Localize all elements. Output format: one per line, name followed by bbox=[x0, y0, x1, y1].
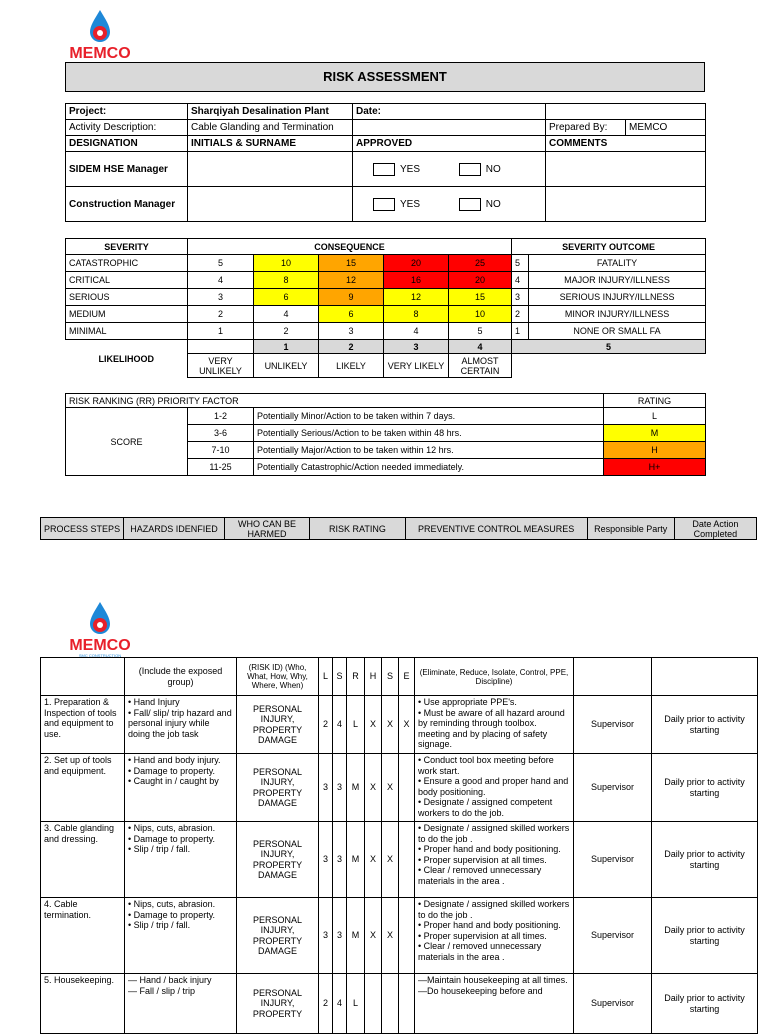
rating-cell: L bbox=[604, 408, 706, 425]
prepared-value: MEMCO bbox=[626, 120, 706, 136]
initials-construction bbox=[188, 187, 353, 222]
rating-e bbox=[399, 974, 415, 1034]
score-label: SCORE bbox=[66, 408, 188, 476]
activity-blank bbox=[353, 120, 546, 136]
control-measures: • Designate / assigned skilled workers to do the job . • Proper hand and body positioning. • Proper supervision at all times. • Clear / removed unnecessary materials in the area . bbox=[415, 898, 574, 974]
outcome-num: 5 bbox=[512, 255, 529, 272]
rating-s2 bbox=[382, 974, 399, 1034]
rating-s: 3 bbox=[333, 754, 347, 822]
hazards-text: — Hand / back injury — Fall / slip / trip bbox=[125, 974, 237, 1034]
process-header-cell: Date Action Completed bbox=[674, 518, 756, 540]
outcome-num: 3 bbox=[512, 289, 529, 306]
process-step: 4. Cable termination. bbox=[41, 898, 125, 974]
consequence-cell: 15 bbox=[449, 289, 512, 306]
designation-sidem: SIDEM HSE Manager bbox=[66, 152, 188, 187]
rating-h: X bbox=[365, 696, 382, 754]
ranking-text: Potentially Minor/Action to be taken within 7 days. bbox=[254, 408, 604, 425]
date-label: Date: bbox=[353, 104, 546, 120]
likelihood-text: VERY LIKELY bbox=[384, 354, 449, 378]
project-value: Sharqiyah Desalination Plant bbox=[188, 104, 353, 120]
severity-name: CRITICAL bbox=[66, 272, 188, 289]
process-header-cell: PREVENTIVE CONTROL MEASURES bbox=[405, 518, 587, 540]
likelihood-text: VERY UNLIKELY bbox=[188, 354, 254, 378]
ranking-row bbox=[66, 408, 706, 425]
s-subheader: S bbox=[333, 658, 347, 696]
rating-r: L bbox=[347, 974, 365, 1034]
rating-l: 3 bbox=[319, 822, 333, 898]
process-header-cell: RISK RATING bbox=[310, 518, 406, 540]
rating-e bbox=[399, 898, 415, 974]
consequence-cell: 6 bbox=[319, 306, 384, 323]
yes-label: YES bbox=[400, 198, 421, 210]
process-header-cell: Responsible Party bbox=[587, 518, 674, 540]
consequence-header: CONSEQUENCE bbox=[188, 239, 512, 255]
outcome-text: MAJOR INJURY/ILLNESS bbox=[529, 272, 706, 289]
rating-h bbox=[365, 974, 382, 1034]
who-harmed: PERSONAL INJURY, PROPERTY DAMAGE bbox=[237, 696, 319, 754]
rating-l: 3 bbox=[319, 898, 333, 974]
r-subheader: R bbox=[347, 658, 365, 696]
rating-h: X bbox=[365, 898, 382, 974]
consequence-cell: 3 bbox=[319, 323, 384, 340]
page-title: RISK ASSESSMENT bbox=[65, 62, 705, 92]
comments-construction bbox=[546, 187, 706, 222]
consequence-cell: 8 bbox=[254, 272, 319, 289]
consequence-cell: 2 bbox=[254, 323, 319, 340]
rating-s2: X bbox=[382, 822, 399, 898]
who-harmed: PERSONAL INJURY, PROPERTY DAMAGE bbox=[237, 898, 319, 974]
responsible-party: Supervisor bbox=[574, 696, 652, 754]
rating-h: X bbox=[365, 822, 382, 898]
rating-e bbox=[399, 822, 415, 898]
comments-header: COMMENTS bbox=[546, 136, 706, 152]
score-range: 1-2 bbox=[188, 408, 254, 425]
rating-l: 2 bbox=[319, 696, 333, 754]
likelihood-label: LIKELIHOOD bbox=[66, 340, 188, 378]
consequence-cell: 12 bbox=[319, 272, 384, 289]
initials-header: INITIALS & SURNAME bbox=[188, 136, 353, 152]
designation-construction: Construction Manager bbox=[66, 187, 188, 222]
hazard-row bbox=[41, 696, 758, 754]
severity-header: SEVERITY bbox=[66, 239, 188, 255]
rating-r: M bbox=[347, 754, 365, 822]
hazard-row bbox=[41, 898, 758, 974]
s2-subheader: S bbox=[382, 658, 399, 696]
score-range: 3-6 bbox=[188, 425, 254, 442]
severity-name: CATASTROPHIC bbox=[66, 255, 188, 272]
ranking-text: Potentially Catastrophic/Action needed immediately. bbox=[254, 459, 604, 476]
risk-matrix-table bbox=[65, 238, 706, 378]
consequence-cell: 5 bbox=[449, 323, 512, 340]
rating-cell: M bbox=[604, 425, 706, 442]
risk-ranking-table bbox=[65, 393, 706, 476]
outcome-num: 4 bbox=[512, 272, 529, 289]
severity-outcome-header: SEVERITY OUTCOME bbox=[512, 239, 706, 255]
prepared-label: Prepared By: bbox=[546, 120, 626, 136]
consequence-cell: 4 bbox=[254, 306, 319, 323]
no-label: NO bbox=[485, 198, 501, 210]
consequence-cell: 16 bbox=[384, 272, 449, 289]
rating-s: 3 bbox=[333, 822, 347, 898]
outcome-num: 1 bbox=[512, 323, 529, 340]
control-measures: • Use appropriate PPE's. • Must be aware of all hazard around by reminding through toolbox. meeting and by placing of safety signage. bbox=[415, 696, 574, 754]
score-range: 11-25 bbox=[188, 459, 254, 476]
outcome-text: FATALITY bbox=[529, 255, 706, 272]
process-step: 2. Set up of tools and equipment. bbox=[41, 754, 125, 822]
severity-name: MINIMAL bbox=[66, 323, 188, 340]
responsible-party: Supervisor bbox=[574, 898, 652, 974]
likelihood-num: 2 bbox=[319, 340, 384, 354]
consequence-cell: 20 bbox=[384, 255, 449, 272]
rating-s: 4 bbox=[333, 974, 347, 1034]
process-header-table bbox=[40, 517, 757, 540]
hazards-subheader: (Include the exposed group) bbox=[125, 658, 237, 696]
no-checkbox[interactable] bbox=[459, 198, 481, 211]
rating-s2: X bbox=[382, 754, 399, 822]
consequence-cell: 12 bbox=[384, 289, 449, 306]
hazards-text: • Nips, cuts, abrasion. • Damage to property. • Slip / trip / fall. bbox=[125, 898, 237, 974]
rating-s2: X bbox=[382, 898, 399, 974]
date-completed: Daily prior to activity starting bbox=[652, 898, 758, 974]
consequence-cell: 4 bbox=[384, 323, 449, 340]
rating-cell: H+ bbox=[604, 459, 706, 476]
activity-value: Cable Glanding and Termination bbox=[188, 120, 353, 136]
who-subheader: (RISK ID) (Who, What, How, Why, Where, When) bbox=[237, 658, 319, 696]
consequence-cell: 9 bbox=[319, 289, 384, 306]
yes-checkbox[interactable] bbox=[373, 163, 395, 176]
initials-sidem bbox=[188, 152, 353, 187]
process-step: 5. Housekeeping. bbox=[41, 974, 125, 1034]
approval-sidem bbox=[353, 152, 546, 187]
likelihood-text: UNLIKELY bbox=[254, 354, 319, 378]
consequence-cell: 10 bbox=[254, 255, 319, 272]
who-harmed: PERSONAL INJURY, PROPERTY bbox=[237, 974, 319, 1034]
rating-h: X bbox=[365, 754, 382, 822]
project-info-table bbox=[65, 103, 706, 222]
severity-name: SERIOUS bbox=[66, 289, 188, 306]
rating-l: 3 bbox=[319, 754, 333, 822]
approval-construction bbox=[353, 187, 546, 222]
matrix-row bbox=[66, 323, 706, 340]
responsible-party: Supervisor bbox=[574, 974, 652, 1034]
ranking-header: RISK RANKING (RR) PRIORITY FACTOR bbox=[66, 394, 604, 408]
severity-name: MEDIUM bbox=[66, 306, 188, 323]
date-completed: Daily prior to activity starting bbox=[652, 822, 758, 898]
project-label: Project: bbox=[66, 104, 188, 120]
rating-e: X bbox=[399, 696, 415, 754]
rating-cell: H bbox=[604, 442, 706, 459]
control-measures: • Designate / assigned skilled workers to do the job . • Proper hand and body positioning. • Proper supervision at all times. • Clear / removed unnecessary materials in the area . bbox=[415, 822, 574, 898]
controls-subheader: (Eliminate, Reduce, Isolate, Control, PPE, Discipline) bbox=[415, 658, 574, 696]
memco-logo bbox=[60, 598, 140, 665]
outcome-num: 2 bbox=[512, 306, 529, 323]
responsible-party: Supervisor bbox=[574, 754, 652, 822]
consequence-cell: 8 bbox=[384, 306, 449, 323]
rating-s2: X bbox=[382, 696, 399, 754]
rating-s: 4 bbox=[333, 696, 347, 754]
consequence-cell: 20 bbox=[449, 272, 512, 289]
hazard-table bbox=[40, 657, 758, 1034]
consequence-cell: 10 bbox=[449, 306, 512, 323]
likelihood-num: 5 bbox=[512, 340, 706, 354]
rating-s: 3 bbox=[333, 898, 347, 974]
no-label: NO bbox=[485, 163, 501, 175]
designation-header: DESIGNATION bbox=[66, 136, 188, 152]
likelihood-text: LIKELY bbox=[319, 354, 384, 378]
who-harmed: PERSONAL INJURY, PROPERTY DAMAGE bbox=[237, 754, 319, 822]
process-step: 3. Cable glanding and dressing. bbox=[41, 822, 125, 898]
matrix-row bbox=[66, 289, 706, 306]
logo-text: MEMCO bbox=[69, 45, 131, 62]
likelihood-num: 4 bbox=[449, 340, 512, 354]
activity-label: Activity Description: bbox=[66, 120, 188, 136]
hazards-text: • Hand Injury • Fall/ slip/ trip hazard and personal injury while doing the job task bbox=[125, 696, 237, 754]
hazard-row bbox=[41, 974, 758, 1034]
score-range: 7-10 bbox=[188, 442, 254, 459]
consequence-cell: 6 bbox=[254, 289, 319, 306]
outcome-text: SERIOUS INJURY/ILLNESS bbox=[529, 289, 706, 306]
logo-tagline: SMC CONSTRUCTION bbox=[78, 653, 122, 658]
comments-sidem bbox=[546, 152, 706, 187]
no-checkbox[interactable] bbox=[459, 163, 481, 176]
yes-checkbox[interactable] bbox=[373, 198, 395, 211]
rating-l: 2 bbox=[319, 974, 333, 1034]
rating-r: M bbox=[347, 822, 365, 898]
process-header-cell: HAZARDS IDENFIED bbox=[124, 518, 225, 540]
process-header-cell: PROCESS STEPS bbox=[41, 518, 124, 540]
ranking-text: Potentially Major/Action to be taken within 12 hrs. bbox=[254, 442, 604, 459]
consequence-cell: 15 bbox=[319, 255, 384, 272]
severity-level: 2 bbox=[188, 306, 254, 323]
control-measures: —Maintain housekeeping at all times. —Do housekeeping before and bbox=[415, 974, 574, 1034]
date-completed: Daily prior to activity starting bbox=[652, 696, 758, 754]
likelihood-num: 1 bbox=[254, 340, 319, 354]
responsible-party: Supervisor bbox=[574, 822, 652, 898]
matrix-row bbox=[66, 255, 706, 272]
severity-level: 4 bbox=[188, 272, 254, 289]
control-measures: • Conduct tool box meeting before work start. • Ensure a good and proper hand and body positioning. • Designate / assigned competent workers to do the job. bbox=[415, 754, 574, 822]
logo-text: MEMCO bbox=[69, 637, 131, 654]
severity-level: 5 bbox=[188, 255, 254, 272]
approved-header: APPROVED bbox=[353, 136, 546, 152]
date-completed: Daily prior to activity starting bbox=[652, 974, 758, 1034]
yes-label: YES bbox=[400, 163, 421, 175]
hazard-row bbox=[41, 754, 758, 822]
date-completed: Daily prior to activity starting bbox=[652, 754, 758, 822]
rating-e bbox=[399, 754, 415, 822]
hazard-row bbox=[41, 822, 758, 898]
e-subheader: E bbox=[399, 658, 415, 696]
process-step: 1. Preparation & Inspection of tools and equipment to use. bbox=[41, 696, 125, 754]
consequence-cell: 25 bbox=[449, 255, 512, 272]
ranking-text: Potentially Serious/Action to be taken within 48 hrs. bbox=[254, 425, 604, 442]
who-harmed: PERSONAL INJURY, PROPERTY DAMAGE bbox=[237, 822, 319, 898]
hazards-text: • Nips, cuts, abrasion. • Damage to property. • Slip / trip / fall. bbox=[125, 822, 237, 898]
outcome-text: NONE OR SMALL FA bbox=[529, 323, 706, 340]
outcome-text: MINOR INJURY/ILLNESS bbox=[529, 306, 706, 323]
likelihood-text: ALMOST CERTAIN bbox=[449, 354, 512, 378]
matrix-row bbox=[66, 272, 706, 289]
process-header-cell: WHO CAN BE HARMED bbox=[224, 518, 309, 540]
severity-level: 3 bbox=[188, 289, 254, 306]
hazards-text: • Hand and body injury. • Damage to property. • Caught in / caught by bbox=[125, 754, 237, 822]
date-value bbox=[546, 104, 706, 120]
likelihood-num: 3 bbox=[384, 340, 449, 354]
rating-header: RATING bbox=[604, 394, 706, 408]
rating-r: L bbox=[347, 696, 365, 754]
rating-r: M bbox=[347, 898, 365, 974]
l-subheader: L bbox=[319, 658, 333, 696]
matrix-row bbox=[66, 306, 706, 323]
h-subheader: H bbox=[365, 658, 382, 696]
severity-level: 1 bbox=[188, 323, 254, 340]
